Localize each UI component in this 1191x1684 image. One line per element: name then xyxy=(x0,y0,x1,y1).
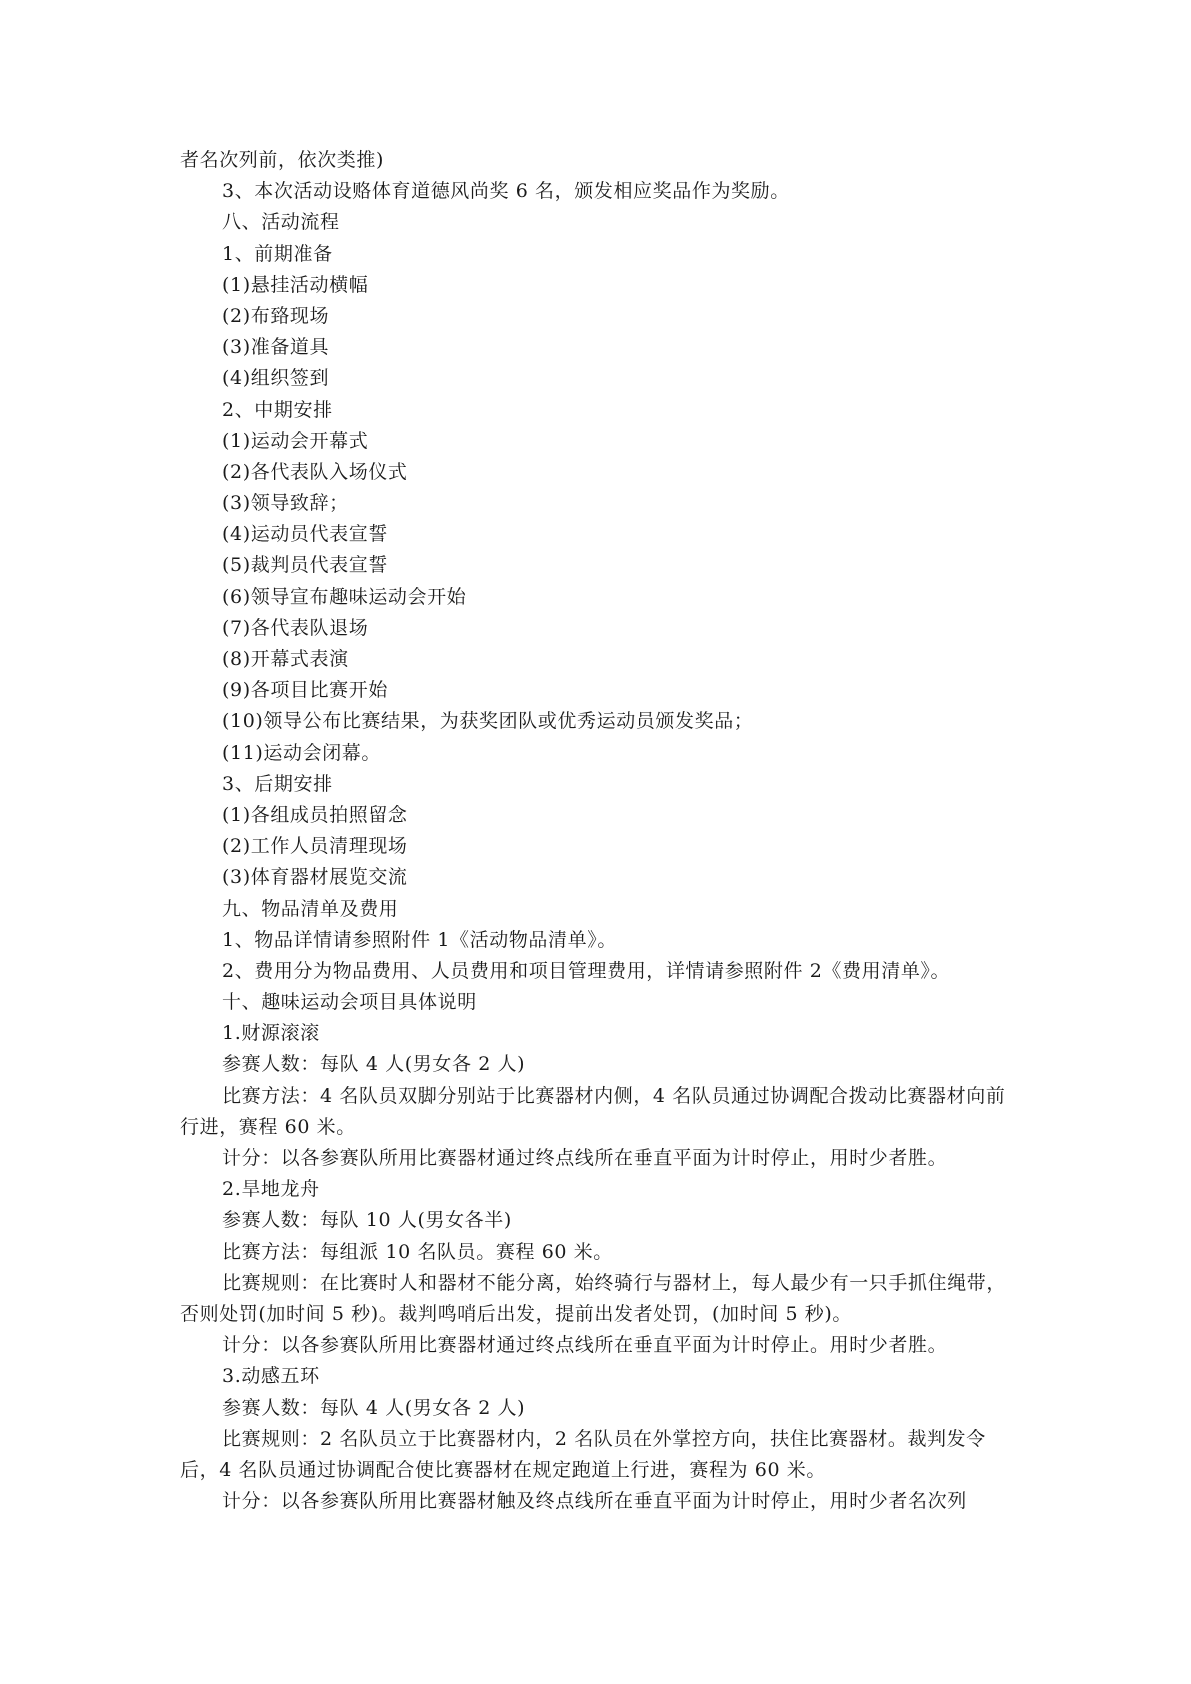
list-item: (5)裁判员代表宣誓 xyxy=(222,554,388,577)
list-item: (2)各代表队入场仪式 xyxy=(222,460,408,483)
subsection-heading: 3.动感五环 xyxy=(222,1365,320,1388)
paragraph: 者名次列前，依次类推) xyxy=(180,149,385,171)
subsection-heading: 2.旱地龙舟 xyxy=(222,1178,320,1201)
list-item: (1)运动会开幕式 xyxy=(222,429,369,452)
list-item: (1)各组成员拍照留念 xyxy=(222,803,408,826)
paragraph: 计分：以各参赛队所用比赛器材通过终点线所在垂直平面为计时停止，用时少者胜。 xyxy=(222,1147,948,1170)
list-item: (2)布臵现场 xyxy=(222,304,330,327)
list-item: (1)悬挂活动横幅 xyxy=(222,273,369,296)
paragraph: 3、本次活动设赂体育道德风尚奖 6 名，颁发相应奖品作为奖励。 xyxy=(222,180,790,203)
list-item: (3)准备道具 xyxy=(222,336,330,359)
paragraph: 比赛方法：每组派 10 名队员。赛程 60 米。 xyxy=(222,1240,613,1263)
subsection-heading: 3、后期安排 xyxy=(222,772,333,795)
list-item: (3)体育器材展览交流 xyxy=(222,866,408,889)
list-item: (10)领导公布比赛结果，为获奖团队或优秀运动员颁发奖品； xyxy=(222,710,754,733)
paragraph: 比赛规则：在比赛时人和器材不能分离，始终骑行与器材上，每人最少有一只手抓住绳带，否则处罚(加时间 5 秒)。裁判鸣哨后出发，提前出发者处罚，(加时间 5 秒)。 xyxy=(180,1271,1007,1325)
list-item: (4)运动员代表宣誓 xyxy=(222,523,388,546)
subsection-heading: 1.财源滚滚 xyxy=(222,1022,320,1045)
paragraph: 1、物品详情请参照附件 1《活动物品清单》。 xyxy=(222,928,617,951)
list-item: (3)领导致辞； xyxy=(222,492,349,515)
paragraph: 计分：以各参赛队所用比赛器材触及终点线所在垂直平面为计时停止，用时少者名次列 xyxy=(222,1490,967,1513)
subsection-heading: 2、中期安排 xyxy=(222,398,333,421)
list-item: (9)各项目比赛开始 xyxy=(222,679,388,702)
paragraph: 参赛人数：每队 4 人(男女各 2 人) xyxy=(222,1396,526,1419)
section-heading: 九、物品清单及费用 xyxy=(222,897,399,920)
section-heading: 十、趣味运动会项目具体说明 xyxy=(222,991,477,1014)
paragraph: 计分：以各参赛队所用比赛器材通过终点线所在垂直平面为计时停止。用时少者胜。 xyxy=(222,1334,948,1357)
paragraph: 2、费用分为物品费用、人员费用和项目管理费用，详情请参照附件 2《费用清单》。 xyxy=(222,959,951,982)
list-item: (7)各代表队退场 xyxy=(222,616,369,639)
list-item: (2)工作人员清理现场 xyxy=(222,835,408,858)
section-heading: 八、活动流程 xyxy=(222,211,340,234)
paragraph: 比赛规则：2 名队员立于比赛器材内，2 名队员在外掌控方向，扶住比赛器材。裁判发令后，4 名队员通过协调配合使比赛器材在规定跑道上行进，赛程为 60 米。 xyxy=(180,1427,986,1481)
list-item: (4)组织签到 xyxy=(222,367,330,390)
document-body xyxy=(180,145,1020,1517)
list-item: (8)开幕式表演 xyxy=(222,648,349,670)
list-item: (11)运动会闭幕。 xyxy=(222,741,382,764)
paragraph: 比赛方法：4 名队员双脚分别站于比赛器材内侧，4 名队员通过协调配合拨动比赛器材向前行进，赛程 60 米。 xyxy=(180,1084,1006,1138)
paragraph: 参赛人数：每队 10 人(男女各半) xyxy=(222,1209,512,1232)
list-item: (6)领导宣布趣味运动会开始 xyxy=(222,585,467,608)
paragraph: 参赛人数：每队 4 人(男女各 2 人) xyxy=(222,1053,526,1076)
subsection-heading: 1、前期准备 xyxy=(222,242,333,265)
